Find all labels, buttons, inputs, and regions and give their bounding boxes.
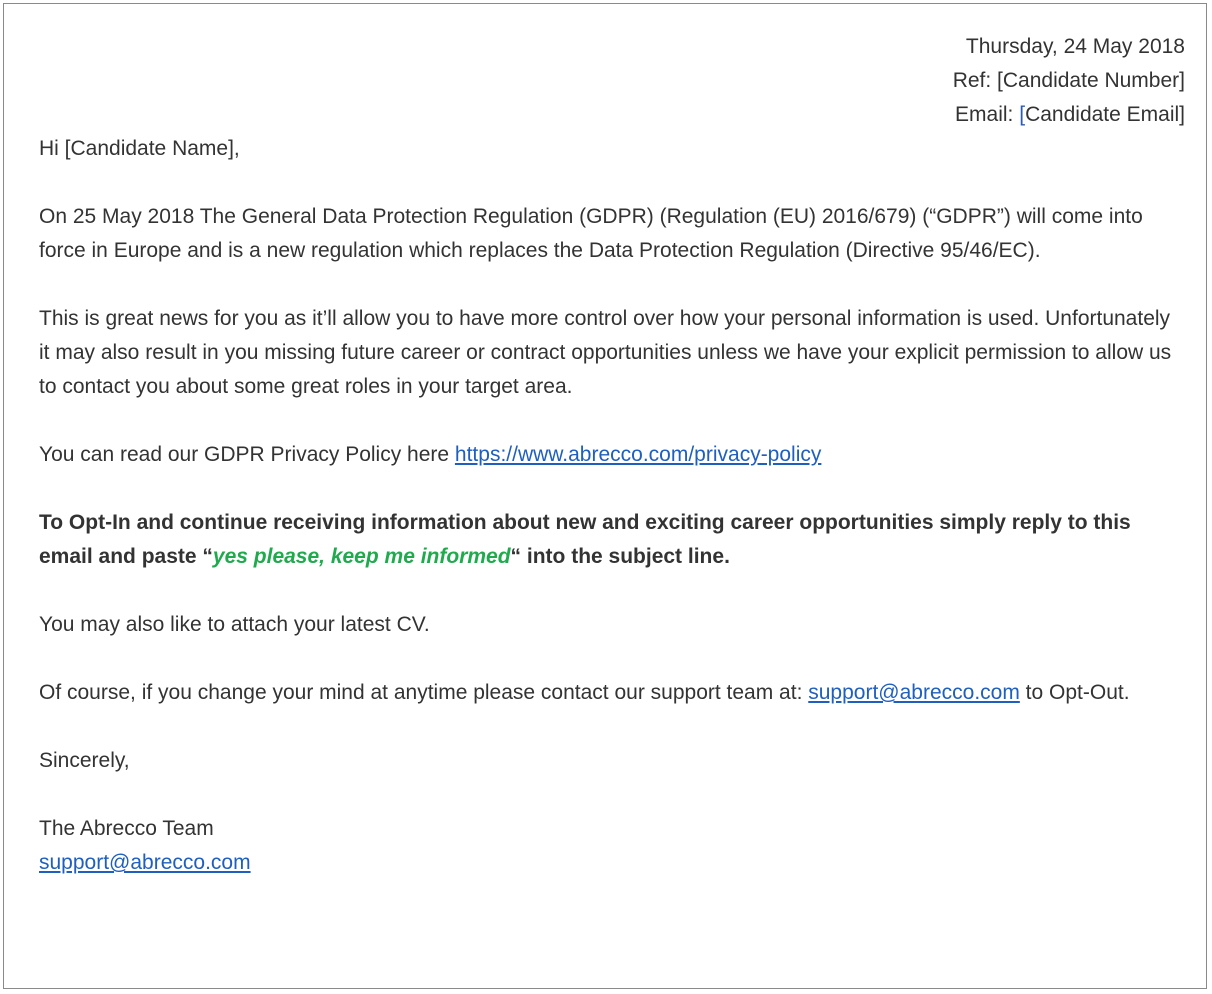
signature-email-link[interactable]: support@abrecco.com (39, 851, 251, 874)
date-line: Thursday, 24 May 2018 (965, 35, 1185, 58)
opt-in-instructions (39, 506, 1185, 574)
email-line (39, 98, 1185, 132)
support-email-link[interactable]: support@abrecco.com (808, 681, 1020, 704)
closing: Sincerely, (39, 749, 130, 772)
gdpr-intro-paragraph: On 25 May 2018 The General Data Protection Regulation (GDPR) (Regulation (EU) 2016/679) (“GDPR”) will come into force in Europe and is a new regulation which replaces the Data Protection Regulation (Directive 95/46/EC). (39, 205, 1143, 262)
opt-in-text-after: “ into the subject line. (510, 545, 730, 568)
opt-out-text-before: Of course, if you change your mind at anytime please contact our support team at: (39, 681, 809, 704)
opt-out-paragraph (39, 676, 1185, 710)
privacy-policy-text: You can read our GDPR Privacy Policy here (39, 443, 455, 466)
greeting: Hi [Candidate Name], (39, 137, 240, 160)
opt-in-phrase: yes please, keep me informed (212, 545, 511, 568)
email-body (39, 30, 1185, 880)
letter-header (39, 30, 1185, 132)
reference-line: Ref: [Candidate Number] (952, 69, 1185, 92)
email-line-value: Candidate Email] (1025, 103, 1185, 126)
benefits-paragraph: This is great news for you as it’ll allow you to have more control over how your personal information is used. Unfortunately it may also result in you missing future career or contract opportunities unless we have your explicit permission to allow us to contact you about some great roles in your target area. (39, 307, 1172, 398)
opt-in-text-before: To Opt-In and continue receiving information about new and exciting career opportunities simply reply to this email and paste “ (39, 511, 1131, 568)
signature-team: The Abrecco Team (39, 817, 214, 840)
cv-paragraph: You may also like to attach your latest CV. (39, 613, 430, 636)
email-line-label: Email: (955, 103, 1020, 126)
email-line-bracket: [ (1019, 103, 1026, 126)
privacy-policy-link[interactable]: https://www.abrecco.com/privacy-policy (454, 443, 822, 466)
signature-block (39, 812, 1185, 880)
privacy-policy-paragraph (39, 438, 1185, 472)
opt-out-text-after: to Opt-Out. (1019, 681, 1130, 704)
